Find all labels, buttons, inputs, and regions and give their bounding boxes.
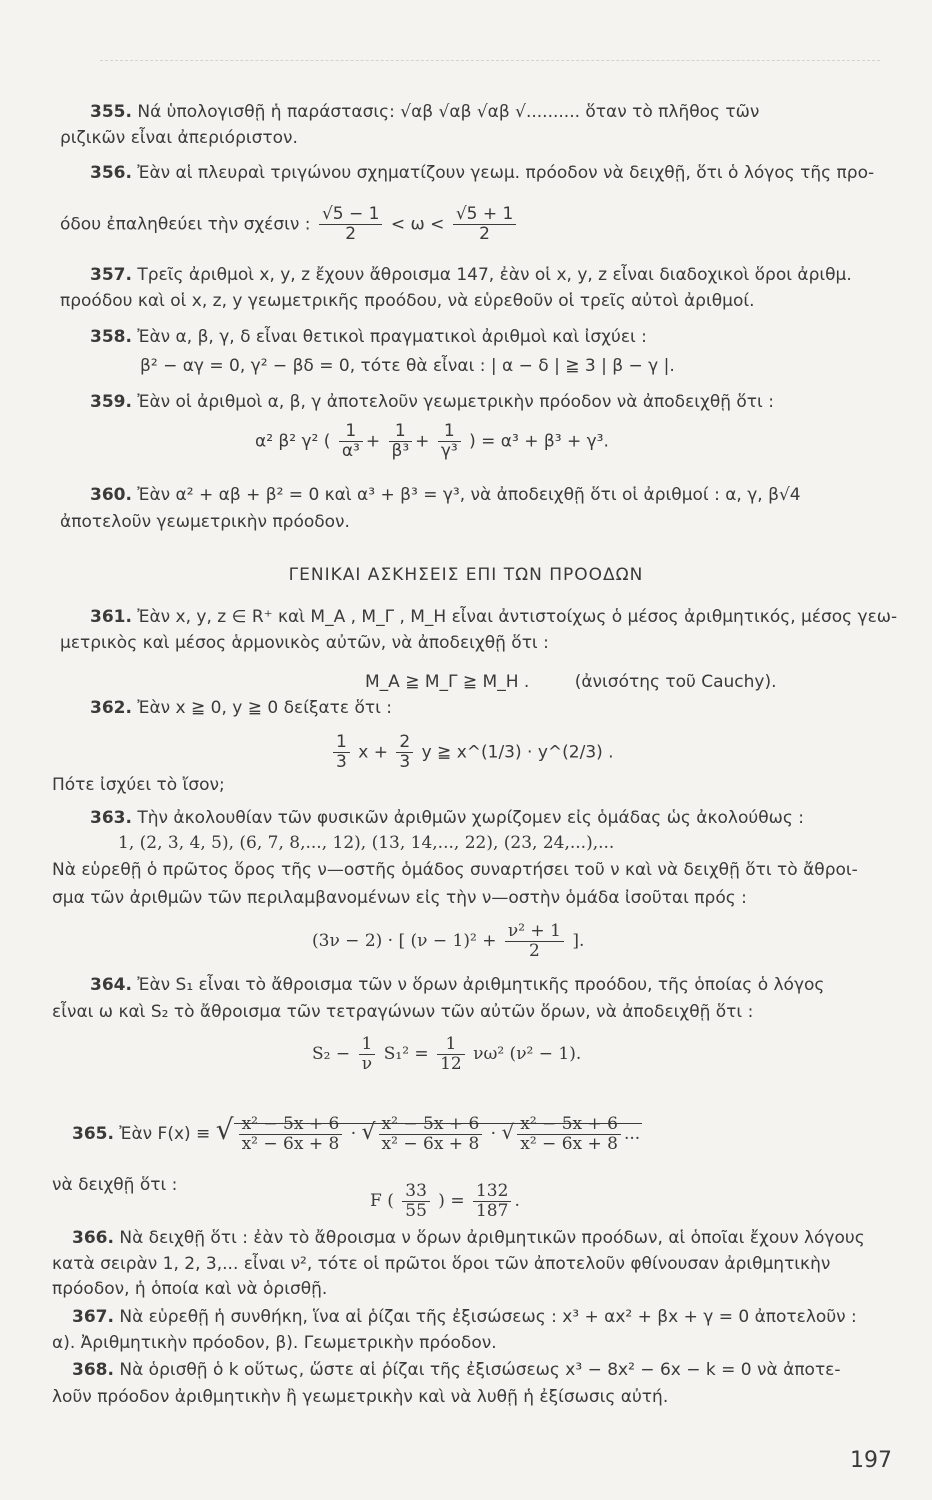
problem-361-text: Ἐὰν x, y, z ∈ R⁺ καὶ M_A , M_Γ , M_H εἶναι ἀντιστοίχως ὁ μέσος ἀριθμητικός, μέσος γεω- (137, 607, 898, 627)
problem-365-number: 365. (72, 1124, 114, 1144)
problem-356-number: 356. (90, 163, 132, 183)
problem-363-line-4: σμα τῶν ἀριθμῶν τῶν περιλαμβανομένων εἰς τὴν ν—οστὴν ὁμάδα ἰσοῦται πρός : (52, 888, 747, 908)
problem-368-line-1 (72, 1360, 841, 1380)
problem-365-line-2: νὰ δειχθῇ ὅτι : (52, 1175, 178, 1195)
problem-367-line-1 (72, 1307, 857, 1327)
problem-368-line-2: λοῦν πρόοδον ἀριθμητικὴν ἢ γεωμετρικὴν καὶ νὰ λυθῇ ἡ ἐξίσωσις αὐτή. (52, 1387, 669, 1407)
sqrt-sign-icon: √ (501, 1120, 515, 1144)
fraction-nu-squared-plus-1-over-2: $\frac{\text{ν² + 1}}{2}$ (505, 922, 564, 961)
problem-366-line-2: κατὰ σειρὰν 1, 2, 3,... εἶναι ν², τότε οἱ πρῶτοι ὅροι τῶν ἀποτελοῦν φθίνουσαν ἀριθμητικὴν (52, 1254, 831, 1274)
fraction-2-over-3: $\frac{2}{3}$ (396, 733, 413, 772)
fraction-33-over-55: $\frac{33}{55}$ (402, 1182, 430, 1221)
problem-366-line-1 (72, 1228, 865, 1248)
problem-356-line-1 (90, 163, 874, 183)
problem-358-number: 358. (90, 327, 132, 347)
fraction-sqrt5-plus-1: $\frac{√5 + 1}{2}$ (453, 205, 517, 244)
problem-361-formula (365, 672, 777, 692)
problem-362-formula: $\frac{1}{3}$ x + $\frac{2}{3}$ y ≧ x^(1/3) · y^(2/3) . (330, 733, 614, 772)
problem-363-line-1 (90, 808, 804, 828)
cauchy-note: (ἀνισότης τοῦ Cauchy). (574, 672, 777, 692)
problem-361-line-2: μετρικὸς καὶ μέσος ἁρμονικὸς αὐτῶν, νὰ ἀποδειχθῇ ὅτι : (60, 633, 549, 653)
problem-358-line-1 (90, 327, 647, 347)
problem-362-line-1 (90, 698, 392, 718)
problem-360-line-2: ἀποτελοῦν γεωμετρικὴν πρόοδον. (60, 512, 350, 532)
problem-360-number: 360. (90, 485, 132, 505)
problem-363-sequence: 1, (2, 3, 4, 5), (6, 7, 8,..., 12), (13, 14,..., 22), (23, 24,...),... (118, 833, 615, 853)
problem-368-number: 368. (72, 1360, 114, 1380)
means-inequality: M_A ≧ M_Γ ≧ M_H . (365, 672, 530, 692)
fraction-1-over-3: $\frac{1}{3}$ (333, 733, 350, 772)
fraction-sqrt5-minus-1: $\frac{√5 - 1}{2}$ (319, 205, 383, 244)
problem-355-line-2: ριζικῶν εἶναι ἀπεριόριστον. (60, 128, 298, 148)
nested-radical-fraction-1: $\frac{\text{x² − 5x + 6}}{\text{x² − 6x + 8}}$ (239, 1115, 343, 1154)
problem-357-text: Τρεῖς ἀριθμοὶ x, y, z ἔχουν ἄθροισμα 147, ἐὰν οἱ x, y, z εἶναι διαδοχικοὶ ὅροι ἀριθμ. (137, 265, 852, 285)
problem-362-number: 362. (90, 698, 132, 718)
problem-365-formula: F ( $\frac{33}{55}$ ) = $\frac{132}{187}$ . (370, 1181, 520, 1221)
problem-359-number: 359. (90, 392, 132, 412)
problem-361-line-1 (90, 607, 897, 627)
inequality-omega: < ω < (390, 214, 445, 235)
problem-365-line-1: 365. Ἐὰν F(x) ≡ √ $\frac{\text{x² − 5x + 6}}{\text{x² − 6x + 8}}$ · √ $\frac{\text{x² − 5x + 6}}{\text{x² − 6x + 8}}$ · √ $\frac{\text{x² − 5x + 6}}{\text{x² − 6x + 8}}$ ... (72, 1113, 641, 1154)
problem-357-number: 357. (90, 265, 132, 285)
bleed-through-texture (100, 60, 880, 71)
problem-355-line-1 (90, 102, 759, 122)
problem-358-text: Ἐὰν α, β, γ, δ εἶναι θετικοὶ πραγματικοὶ ἀριθμοὶ καὶ ἰσχύει : (137, 327, 647, 347)
problem-363-line-3: Νὰ εὑρεθῇ ὁ πρῶτος ὅρος τῆς ν—οστῆς ὁμάδος συναρτήσει τοῦ ν καὶ νὰ δειχθῇ ὅτι τὸ ἄθροι- (52, 860, 858, 880)
problem-363-text: Τὴν ἀκολουθίαν τῶν φυσικῶν ἀριθμῶν χωρίζομεν εἰς ὁμάδας ὡς ἀκολούθως : (137, 808, 804, 828)
problem-364-formula: S₂ − $\frac{1}{\nu}$ S₁² = $\frac{1}{12}$ νω² (ν² − 1). (312, 1034, 582, 1074)
problem-364-number: 364. (90, 975, 132, 995)
problem-362-line-2: Πότε ἰσχύει τὸ ἴσον; (52, 775, 225, 795)
problem-355-text: Νά ὑπολογισθῇ ἡ παράστασις: √αβ √αβ √αβ √.......... ὅταν τὸ πλῆθος τῶν (137, 102, 760, 122)
problem-366-number: 366. (72, 1228, 114, 1248)
problem-368-text: Νὰ ὁρισθῇ ὁ k οὕτως, ὥστε αἱ ῥίζαι τῆς ἐξισώσεως x³ − 8x² − 6x − k = 0 νὰ ἀποτε- (119, 1360, 841, 1380)
problem-358-formula: β² − αγ = 0, γ² − βδ = 0, τότε θὰ εἶναι : | α − δ | ≧ 3 | β − γ |. (140, 356, 675, 376)
problem-359-formula: α² β² γ² ( $\frac{1}{\text{α³}}$ + $\frac{1}{\text{β³}}$ + $\frac{1}{\text{γ³}}$ ) = α³ + β³ + γ³. (255, 421, 609, 461)
problem-359-text: Ἐὰν οἱ ἀριθμοὶ α, β, γ ἀποτελοῦν γεωμετρικὴν πρόοδον νὰ ἀποδειχθῇ ὅτι : (137, 392, 774, 412)
problem-361-number: 361. (90, 607, 132, 627)
section-title: ΓΕΝΙΚΑΙ ΑΣΚΗΣΕΙΣ ΕΠΙ ΤΩΝ ΠΡΟΟΔΩΝ (288, 565, 644, 585)
problem-357-line-1 (90, 265, 852, 285)
problem-362-text: Ἐὰν x ≧ 0, y ≧ 0 δείξατε ὅτι : (137, 698, 392, 718)
fraction-1-over-alpha-cubed: $\frac{1}{\text{α³}}$ (339, 422, 363, 461)
nested-radical-fraction-3: $\frac{\text{x² − 5x + 6}}{\text{x² − 6x + 8}}$ (517, 1115, 621, 1154)
problem-359-line-1 (90, 392, 774, 412)
problem-366-text: Νὰ δειχθῇ ὅτι : ἐὰν τὸ ἄθροισμα ν ὅρων ἀριθμητικῶν προόδων, αἱ ὁποῖαι ἔχουν λόγους (119, 1228, 865, 1248)
problem-356-line-2 (60, 205, 519, 244)
problem-356-text: Ἐὰν αἱ πλευραὶ τριγώνου σχηματίζουν γεωμ. πρόοδον νὰ δειχθῇ, ὅτι ὁ λόγος τῆς προ- (137, 163, 875, 183)
problem-355-number: 355. (90, 102, 132, 122)
fraction-132-over-187: $\frac{132}{187}$ (473, 1182, 511, 1221)
problem-367-number: 367. (72, 1307, 114, 1327)
fraction-1-over-beta-cubed: $\frac{1}{\text{β³}}$ (389, 422, 413, 461)
sqrt-sign-icon: √ (361, 1120, 376, 1145)
fraction-1-over-nu: $\frac{1}{\nu}$ (359, 1035, 376, 1074)
problem-363-formula: (3ν − 2) · [ (ν − 1)² + $\frac{\text{ν² + 1}}{2}$ ]. (312, 921, 585, 961)
problem-366-line-3: πρόοδον, ἡ ὁποία καὶ νὰ ὁρισθῇ. (52, 1279, 328, 1299)
fraction-1-over-gamma-cubed: $\frac{1}{\text{γ³}}$ (438, 422, 461, 461)
nested-radical-fraction-2: $\frac{\text{x² − 5x + 6}}{\text{x² − 6x + 8}}$ (379, 1115, 483, 1154)
problem-357-line-2: προόδου καὶ οἱ x, z, y γεωμετρικῆς προόδου, νὰ εὑρεθοῦν οἱ τρεῖς αὐτοὶ ἀριθμοί. (60, 291, 755, 311)
page-number: 197 (850, 1448, 892, 1473)
problem-367-text: Νὰ εὑρεθῇ ἡ συνθήκη, ἵνα αἱ ῥίζαι τῆς ἐξισώσεως : x³ + αx² + βx + γ = 0 ἀποτελοῦν : (119, 1307, 857, 1327)
problem-360-line-1 (90, 485, 801, 505)
problem-367-line-2: α). Ἀριθμητικὴν πρόοδον, β). Γεωμετρικὴν πρόοδον. (52, 1333, 497, 1353)
problem-360-text: Ἐὰν α² + αβ + β² = 0 καὶ α³ + β³ = γ³, νὰ ἀποδειχθῇ ὅτι οἱ ἀριθμοί : α, γ, β√4 (137, 485, 801, 505)
sqrt-sign-icon: √ (215, 1113, 234, 1146)
problem-363-number: 363. (90, 808, 132, 828)
problem-364-text: Ἐὰν S₁ εἶναι τὸ ἄθροισμα τῶν ν ὅρων ἀριθμητικῆς προόδου, τῆς ὁποίας ὁ λόγος (137, 975, 825, 995)
problem-356-text-2: όδου ἐπαληθεύει τὴν σχέσιν : (60, 214, 311, 235)
problem-364-line-2: εἶναι ω καὶ S₂ τὸ ἄθροισμα τῶν τετραγώνων τῶν αὐτῶν ὅρων, νὰ ἀποδειχθῇ ὅτι : (52, 1002, 754, 1022)
problem-364-line-1 (90, 975, 824, 995)
fraction-1-over-12: $\frac{1}{12}$ (437, 1035, 465, 1074)
